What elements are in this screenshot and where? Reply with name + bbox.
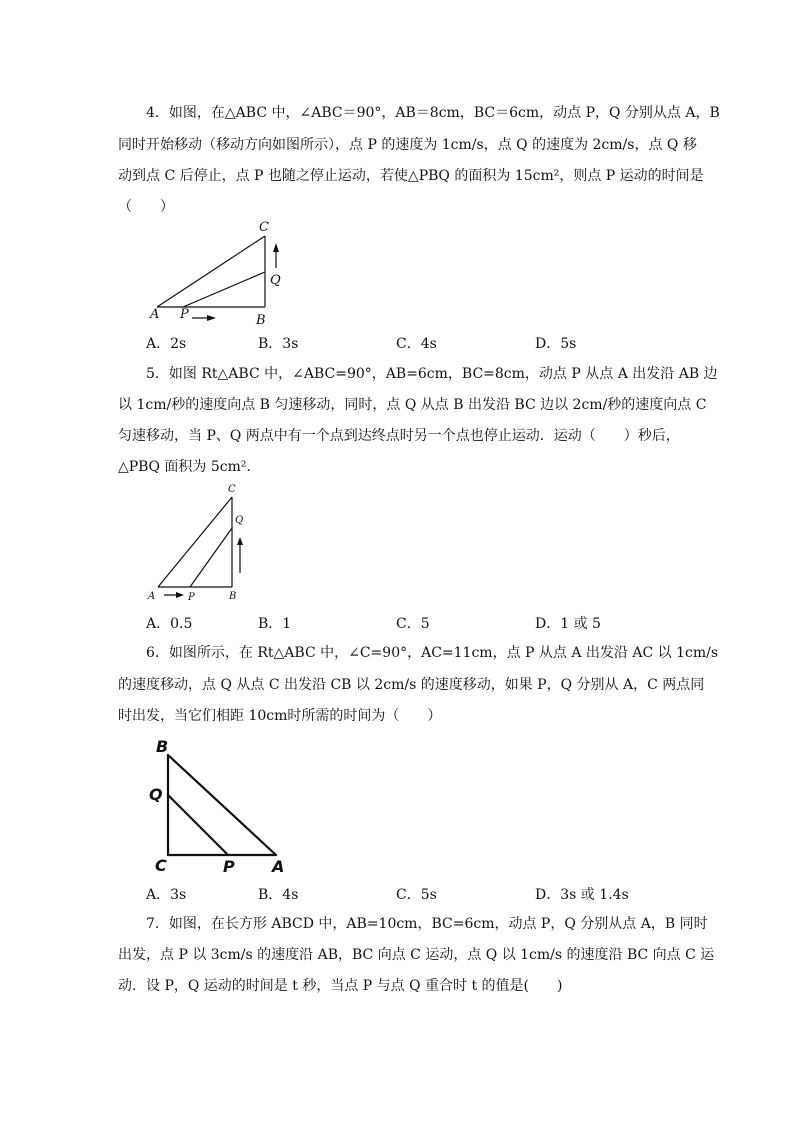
q5-line-2: 以 1cm/秒的速度向点 B 匀速移动，同时，点 Q 从点 B 出发沿 BC 边以 2cm/秒的速度向点 C (118, 397, 707, 413)
q6-label-a: A (272, 857, 285, 876)
q6-line-2: 的速度移动，点 Q 从点 C 出发沿 CB 以 2cm/s 的速度移动，如果 P，Q 分别从 A，C 两点同 (118, 677, 705, 693)
q5-label-a: A (148, 591, 156, 602)
q5-label-b: B (229, 591, 237, 602)
q4-line-1: 4．如图，在△ABC 中，∠ABC＝90°，AB＝8cm，BC＝6cm，动点 P，Q 分别从点 A，B (146, 105, 720, 121)
q6-option-a[interactable]: A．3s (146, 887, 187, 903)
q5-label-p: P (188, 592, 195, 603)
q5-option-a[interactable]: A．0.5 (146, 616, 193, 632)
q6-option-d[interactable]: D．3s 或 1.4s (535, 887, 629, 903)
q5-line-1: 5．如图 Rt△ABC 中，∠ABC=90°，AB=6cm，BC=8cm，动点 P 从点 A 出发沿 AB 边 (146, 366, 718, 382)
q5-option-c[interactable]: C．5 (396, 616, 430, 632)
q6-line-1: 6．如图所示，在 Rt△ABC 中，∠C=90°，AC=11cm，点 P 从点 A 出发沿 AC 以 1cm/s (146, 645, 719, 661)
q4-option-b[interactable]: B．3s (258, 336, 299, 352)
q4-line-3: 动到点 C 后停止，点 P 也随之停止运动，若使△PBQ 的面积为 15cm²，则点 P 运动的时间是 (118, 168, 704, 184)
q6-side-ab (168, 755, 276, 855)
q7-line-3: 动．设 P，Q 运动的时间是 t 秒，当点 P 与点 Q 重合时 t 的值是( ) (118, 978, 563, 994)
q5-option-d[interactable]: D．1 或 5 (535, 616, 601, 632)
q4-option-a[interactable]: A．2s (146, 336, 187, 352)
q4-label-q: Q (270, 273, 281, 288)
q5-line-3: 匀速移动，当 P、Q 两点中有一个点到达终点时另一个点也停止运动．运动（ ）秒后， (118, 428, 680, 444)
q6-option-c[interactable]: C．5s (396, 887, 437, 903)
q5-label-c: C (228, 484, 236, 495)
q4-label-a: A (150, 307, 160, 322)
q6-label-c: C (155, 856, 167, 875)
q6-option-b[interactable]: B．4s (258, 887, 299, 903)
q5-line-4: △PBQ 面积为 5cm²． (118, 459, 261, 475)
q7-line-1: 7．如图，在长方形 ABCD 中，AB=10cm，BC=6cm，动点 P，Q 分别从点 A，B 同时 (146, 916, 708, 932)
q6-label-p: P (223, 857, 235, 876)
q4-option-c[interactable]: C．4s (396, 336, 437, 352)
q4-line-4: （ ） (118, 199, 174, 215)
q6-line-3: 时出发，当它们相距 10cm时所需的时间为（ ） (118, 708, 442, 724)
q6-label-b: B (156, 737, 169, 756)
q4-option-d[interactable]: D．5s (535, 336, 577, 352)
q4-label-b: B (256, 313, 266, 328)
q5-label-q: Q (235, 515, 244, 526)
q6-label-q: Q (149, 785, 163, 804)
q7-line-2: 出发，点 P 以 3cm/s 的速度沿 AB，BC 向点 C 运动，点 Q 以 1cm/s 的速度沿 BC 向点 C 运 (118, 947, 715, 963)
q4-line-2: 同时开始移动（移动方向如图所示），点 P 的速度为 1cm/s，点 Q 的速度为 2cm/s，点 Q 移 (118, 137, 697, 153)
q6-segment-pq (168, 795, 228, 855)
q4-label-c: C (259, 220, 269, 235)
q5-option-b[interactable]: B．1 (258, 616, 292, 632)
q4-label-p: P (180, 307, 189, 322)
